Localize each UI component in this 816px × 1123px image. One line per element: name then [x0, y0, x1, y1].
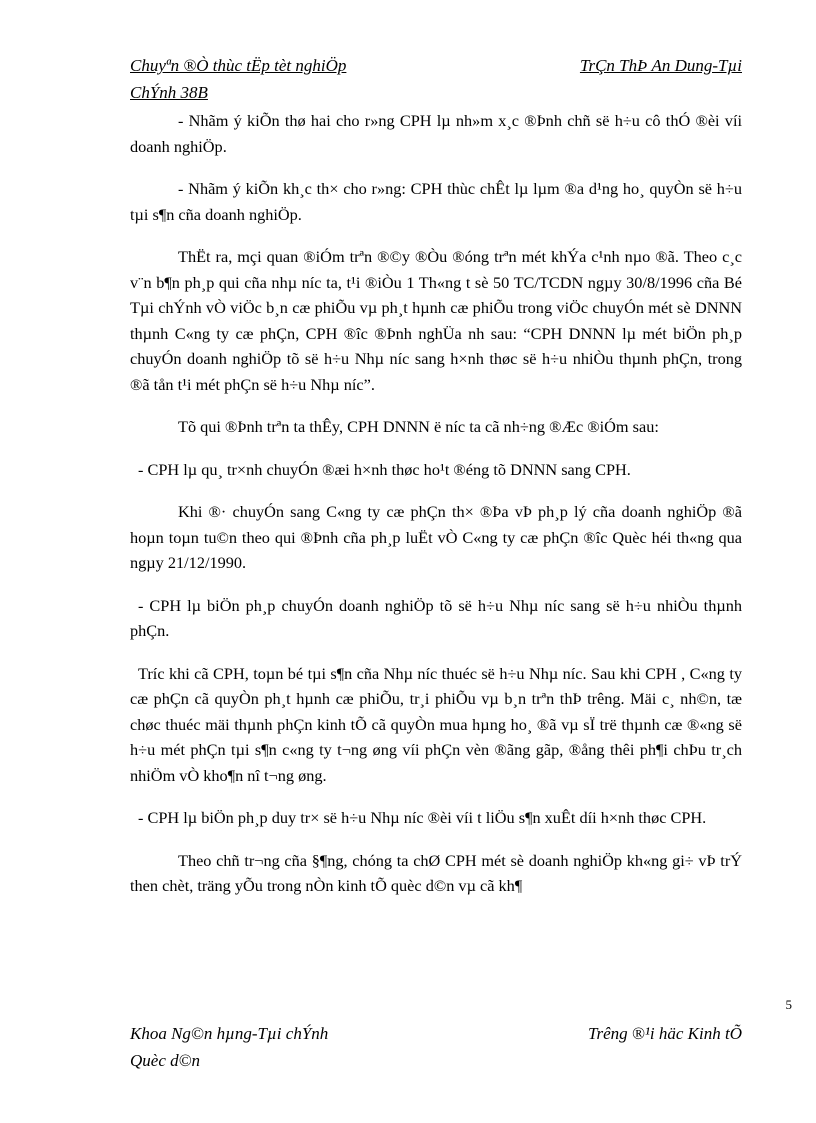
paragraph: - CPH lµ biÖn ph¸p chuyÓn doanh nghiÖp tõ së h÷u Nhµ níc sang së h÷u nhiÒu thµnh phÇn. — [130, 595, 742, 640]
paragraph: - CPH lµ qu¸ tr×nh chuyÓn ®æi h×nh thøc ho¹t ®éng tõ DNNN sang CPH. — [138, 459, 631, 479]
paragraph: ThËt ra, mçi quan ®iÓm trªn ®©y ®Òu ®óng trªn mét khÝa c¹nh nµo ®ã. Theo c¸c v¨n b¶n ph¸p qui cña nhµ níc ta, t¹i ®iÒu 1 Th«ng t sè 50 TC/TCDN ngµy 30/8/1996 cña Bé Tµi chÝnh vÒ viÖc b¸n cæ phiÕu vµ ph¸t hµnh cæ phiÕu trong viÖc chuyÓn mét sè DNNN thµnh C«ng ty cæ phÇn, CPH ®îc ®Þnh nghÜa nh sau: “CPH DNNN lµ mét biÖn ph¸p chuyÓn doanh nghiÖp tõ së h÷u Nhµ níc sang h×nh thøc së h÷u nhiÒu thµnh phÇn, trong ®ã tån t¹i mét phÇn së h÷u Nhµ níc”. — [130, 247, 742, 394]
document-body — [130, 108, 742, 916]
footer-faculty: Khoa Ng©n hµng-Tµi chÝnh — [130, 1024, 329, 1043]
page-number: 5 — [785, 997, 792, 1012]
header-author: TrÇn ThÞ An Dung-Tµi — [579, 56, 742, 75]
header-title: Chuyªn ®Ò thùc tËp tèt nghiÖp — [130, 56, 347, 75]
paragraph: Tríc khi cã CPH, toµn bé tµi s¶n cña Nhµ níc thuéc së h÷u Nhµ níc. Sau khi CPH , C«ng ty cæ phÇn cã quyÒn ph¸t hµnh cæ phiÕu, tr¸i phiÕu vµ b¸n trªn thÞ trêng. Mäi c¸ nh©n, tæ chøc thuéc mäi thµnh phÇn kinh tÕ cã quyÒn mua hµng ho¸ ®ã vµ sÏ trë thµnh cæ ®«ng së h÷u mét phÇn tµi s¶n c«ng ty t¬ng øng víi phÇn vèn ®ãng gãp, ®ång thêi ph¶i chÞu tr¸ch nhiÖm vÒ kho¶n nî t¬ng øng. — [130, 663, 742, 785]
paragraph: Khi ®· chuyÓn sang C«ng ty cæ phÇn th× ®Þa vÞ ph¸p lý cña doanh nghiÖp ®ã hoµn toµn tu©n theo qui ®Þnh cña ph¸p luËt vÒ C«ng ty cæ phÇn ®îc Quèc héi th«ng qua ngµy 21/12/1990. — [130, 502, 742, 572]
paragraph: - Nhãm ý kiÕn kh¸c th× cho r»ng: CPH thùc chÊt lµ lµm ®a d¹ng ho¸ quyÒn së h÷u tµi s¶n cña doanh nghiÖp. — [130, 179, 742, 224]
paragraph: Tõ qui ®Þnh trªn ta thÊy, CPH DNNN ë níc ta cã nh÷ng ®Æc ®iÓm sau: — [178, 417, 659, 436]
footer-university-continued: Quèc d©n — [130, 1051, 201, 1070]
paragraph: - Nhãm ý kiÕn thø hai cho r»ng CPH lµ nh»m x¸c ®Þnh chñ së h÷u cô thÓ ®èi víi doanh nghiÖp. — [130, 111, 742, 156]
header-author-continued: ChÝnh 38B — [130, 83, 208, 102]
paragraph: Theo chñ tr¬ng cña §¶ng, chóng ta chØ CPH mét sè doanh nghiÖp kh«ng gi÷ vÞ trÝ then chèt, träng yÕu trong nÒn kinh tÕ quèc d©n vµ cã kh¶ — [130, 850, 742, 895]
paragraph: - CPH lµ biÖn ph¸p duy tr× së h÷u Nhµ níc ®èi víi t liÖu s¶n xuÊt díi h×nh thøc CPH. — [138, 808, 707, 827]
footer-university: Trêng ®¹i häc Kinh tÕ — [587, 1024, 742, 1043]
